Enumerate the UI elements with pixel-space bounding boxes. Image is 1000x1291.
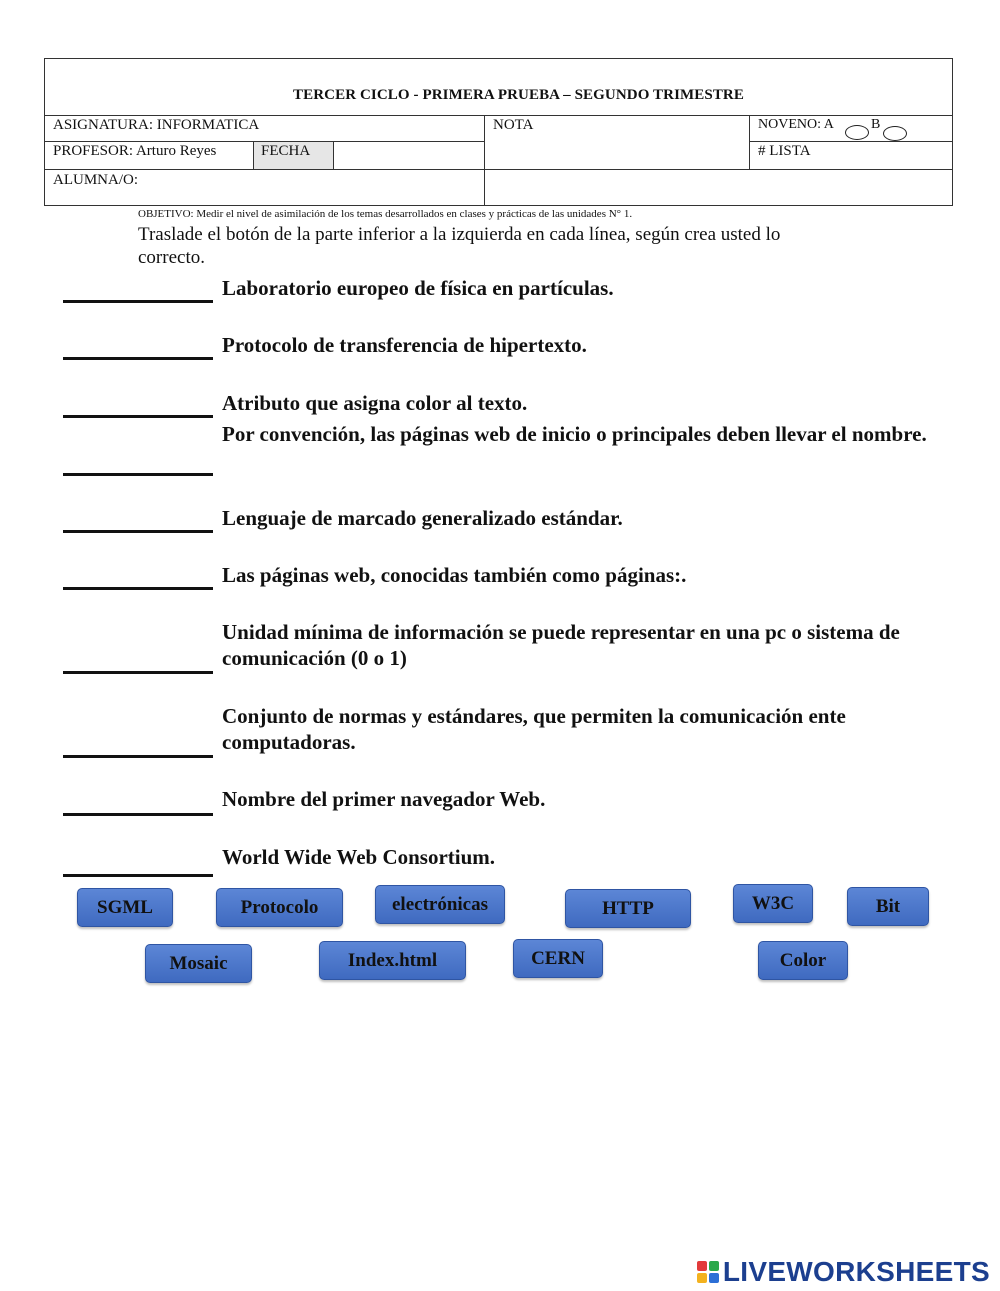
question-5: Lenguaje de marcado generalizado estándar.	[222, 506, 623, 530]
date-label: FECHA	[261, 143, 311, 159]
subject-label: ASIGNATURA: INFORMATICA	[53, 117, 260, 133]
grade-label: NOTA	[493, 117, 534, 133]
question-10: World Wide Web Consortium.	[222, 845, 496, 869]
question-1: Laboratorio europeo de física en partículas.	[222, 276, 614, 300]
objective-text: OBJETIVO: Medir el nivel de asimilación de los temas desarrollados en clases y prácticas de las unidades N° 1.	[138, 208, 633, 220]
question-3: Atributo que asigna color al texto.	[222, 391, 528, 415]
answer-drop-line[interactable]	[63, 755, 213, 758]
answer-chip-sgml[interactable]: SGML	[77, 888, 173, 927]
teacher-label: PROFESOR: Arturo Reyes	[53, 143, 217, 159]
student-label: ALUMNA/O:	[53, 172, 138, 188]
answer-drop-line[interactable]	[63, 357, 213, 360]
answer-chip-cern[interactable]: CERN	[513, 939, 603, 978]
question-9: Nombre del primer navegador Web.	[222, 787, 546, 811]
instructions-text: Traslade el botón de la parte inferior a la izquierda en cada línea, según crea usted lo correcto.	[138, 224, 781, 268]
question-8: Conjunto de normas y estándares, que permiten la comunicación ente computadoras.	[222, 704, 846, 754]
answer-chip-electronicas[interactable]: electrónicas	[375, 885, 505, 924]
answer-chip-color[interactable]: Color	[758, 941, 848, 980]
answer-drop-line[interactable]	[63, 874, 213, 877]
liveworksheets-logo	[697, 1256, 990, 1288]
exam-title: TERCER CICLO - PRIMERA PRUEBA – SEGUNDO TRIMESTRE	[293, 87, 744, 103]
answer-drop-line[interactable]	[63, 671, 213, 674]
section-a-radio[interactable]	[845, 125, 869, 140]
answer-chip-http[interactable]: HTTP	[565, 889, 691, 928]
section-label: NOVENO: A	[758, 117, 834, 132]
answer-chip-bit[interactable]: Bit	[847, 887, 929, 926]
list-number-label: # LISTA	[758, 143, 811, 159]
header-table	[44, 58, 953, 206]
answer-drop-line[interactable]	[63, 530, 213, 533]
answer-drop-line[interactable]	[63, 300, 213, 303]
question-7: Unidad mínima de información se puede representar en una pc o sistema de comunicación (0 o 1)	[222, 620, 900, 670]
answer-drop-line[interactable]	[63, 813, 213, 816]
liveworksheets-icon	[697, 1261, 719, 1283]
question-6: Las páginas web, conocidas también como páginas:.	[222, 563, 687, 587]
answer-chip-w3c[interactable]: W3C	[733, 884, 813, 923]
answer-chip-mosaic[interactable]: Mosaic	[145, 944, 252, 983]
answer-chip-index-html[interactable]: Index.html	[319, 941, 466, 980]
answer-chip-protocolo[interactable]: Protocolo	[216, 888, 343, 927]
answer-drop-line[interactable]	[63, 415, 213, 418]
answer-drop-line[interactable]	[63, 587, 213, 590]
question-4: Por convención, las páginas web de inicio o principales deben llevar el nombre.	[222, 422, 927, 446]
brand-name: LIVEWORKSHEETS	[722, 1256, 990, 1287]
answer-drop-line[interactable]	[63, 473, 213, 476]
section-b-radio[interactable]	[883, 126, 907, 141]
question-2: Protocolo de transferencia de hipertexto.	[222, 333, 587, 357]
section-b-label: B	[871, 117, 881, 132]
